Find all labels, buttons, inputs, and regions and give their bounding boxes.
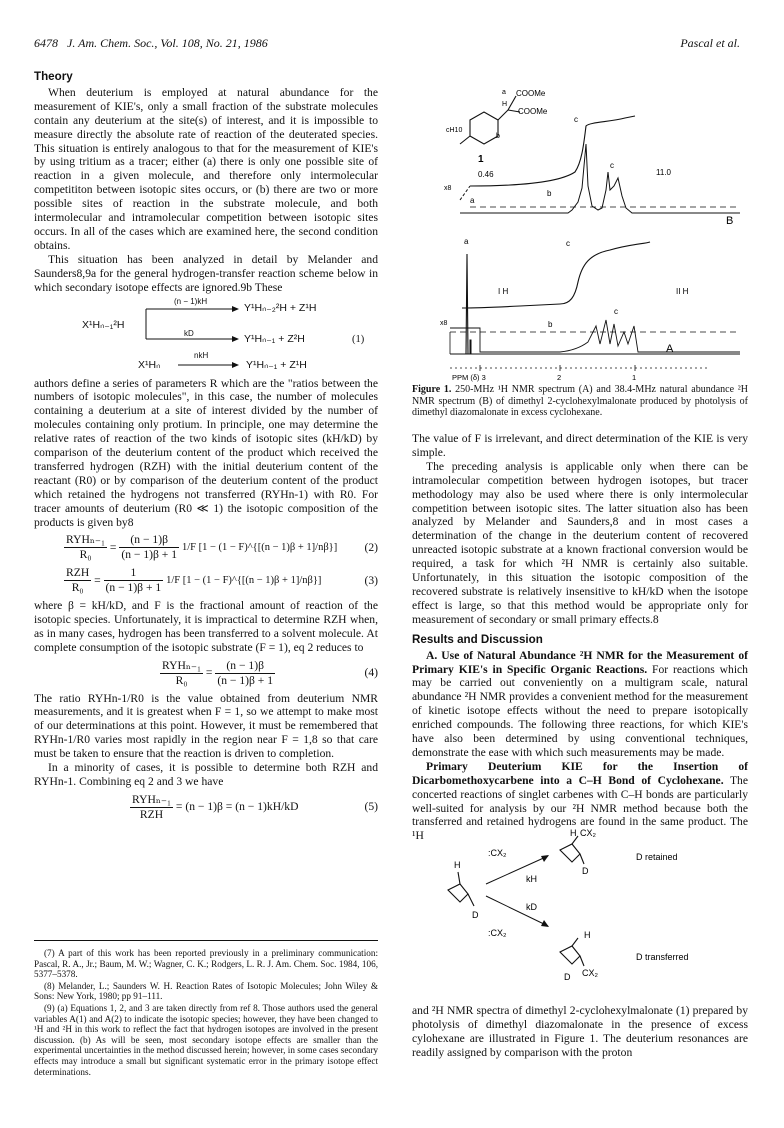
label-D-retained: D retained xyxy=(636,852,678,862)
theory-paragraph-4: where β = kH/kD, and F is the fractional amount of reaction of the isotopic species. Unfortunately, it is impractical to determine RZH when, as in many cases, hydrogen has been transferred to a solvent molecule. At complete consumption of the isotopic substrate (F = 1), eq 2 reduces to xyxy=(34,599,378,654)
equation-2: $\frac{\text{RYHₙ₋₁}}{\text{R₀}}$ = $\frac{(n - 1)\beta}{(n - 1)\beta + 1}$ 1/F [1 − (1 − F)^{[(n − 1)β + 1]/nβ}] (2) xyxy=(66,533,378,562)
prod-top-CX2: CX₂ xyxy=(580,828,596,838)
scheme-reactant: X¹Hₙ₋₁²H xyxy=(82,318,125,331)
eq3-lhs-num: RZH xyxy=(66,566,90,580)
spec-A-label-c-top: c xyxy=(566,239,570,248)
equation-number-5: (5) xyxy=(364,800,378,814)
reaction-scheme-1 xyxy=(34,296,378,375)
scheme-reactant-2: X¹Hₙ xyxy=(138,358,161,371)
scheme-product-bottom: Y¹Hₙ₋₁ + Z²H xyxy=(244,332,305,345)
eq3-lhs-den: R₀ xyxy=(71,581,84,595)
spectrum-A xyxy=(450,242,740,354)
equation-4: $\frac{\text{RYHₙ₋₁}}{\text{R₀}}$ = $\frac{(n - 1)\beta}{(n - 1)\beta + 1}$ (4) xyxy=(162,658,378,687)
scheme-arrow-2 xyxy=(176,357,246,371)
x8-bottom-label: x8 xyxy=(440,320,448,327)
axis-label-ppm: PPM (δ) 3 xyxy=(452,373,486,382)
spec-A-11H-label: II H xyxy=(676,287,689,296)
running-authors: Pascal et al. xyxy=(680,36,740,50)
eq3-rhs-num: 1 xyxy=(104,566,164,581)
axis-tick-1: 1 xyxy=(632,373,637,382)
equation-number-4: (4) xyxy=(364,666,378,680)
footnote-7: (7) A part of this work has been reported previously in a preliminary communication: Pascal, R. A., Jr.; Baum, M. W.; Wagner, C. K.; Rodgers, L. R. J. Am. Chem. Soc. 1984, 106, 5377–5378. xyxy=(34,948,378,980)
reactant-D: D xyxy=(472,910,479,920)
figure-1-caption xyxy=(412,384,748,419)
eq4-lhs-den: R₀ xyxy=(175,673,188,687)
axis-tick-2: 2 xyxy=(557,373,562,382)
eq4-rhs-den: (n − 1)β + 1 xyxy=(217,673,274,687)
eq2-rhs-den: (n − 1)β + 1 xyxy=(121,548,178,562)
section-A-paragraph xyxy=(412,649,748,760)
rate-kH: kH xyxy=(526,874,537,884)
eq3-tail: 1/F [1 − (1 − F)^{[(n − 1)β + 1]/nβ}] xyxy=(166,574,322,586)
spectrum-label-B: B xyxy=(726,215,734,227)
integral-110: 11.0 xyxy=(656,168,671,177)
eq5-rhs: = (n − 1)β = (n − 1)kH/kD xyxy=(175,800,299,814)
footnote-9: (9) (a) Equations 1, 2, and 3 are taken directly from ref 8. Those authors used the general variables A(1) and A(2) to indicate the isotopic species; however, they have been changed to ¹H and ²H in this work to reflect the fact that hydrogen isotopes are involved in the present discussion. (b) As will be seen, most secondary isotope effects are smaller than the experimental uncertainties in the method discussed herein; however, in some cases secondary effects may introduce a small but significant systematic error in the primary isotope effect determinations. xyxy=(34,1002,378,1077)
mol-label-H: H xyxy=(502,101,508,108)
running-header xyxy=(34,36,268,51)
right-paragraph-1: The value of F is irrelevant, and direct determination of the KIE is very simple. xyxy=(412,432,748,459)
scheme-product-top: Y¹Hₙ₋₂²H + Z¹H xyxy=(244,301,317,314)
spec-A-1H-label: I H xyxy=(498,287,509,296)
theory-paragraph-2: This situation has been analyzed in detail by Melander and Saunders8,9a for the general hydrogen-transfer reaction scheme below in which secondary isotope effects are ignored.9b These xyxy=(34,252,378,294)
eq5-lhs-num: RYHₙ₋₁ xyxy=(132,792,172,806)
ppm-axis xyxy=(450,365,710,371)
theory-paragraph-6: In a minority of cases, it is possible to determine both RZH and RYHn-1. Combining eq 2 and 3 we have xyxy=(34,761,378,788)
cyclohexane-reactant xyxy=(448,872,474,906)
spec-B-label-c-top: c xyxy=(574,115,578,124)
page-number: 6478 xyxy=(34,36,58,50)
product-D-transferred xyxy=(560,938,584,966)
eq2-lhs-den: R₀ xyxy=(79,548,92,562)
equation-number-2: (2) xyxy=(364,540,378,554)
subsection-title: Primary Deuterium KIE for the Insertion of Dicarbomethoxycarbene into a C–H Bond of Cyclohexane. xyxy=(412,759,748,787)
eq2-tail: 1/F [1 − (1 − F)^{[(n − 1)β + 1]/nβ}] xyxy=(181,541,338,553)
product-D-retained xyxy=(560,836,584,864)
figure-1-spectra xyxy=(410,82,750,382)
eq2-rhs-num: (n − 1)β xyxy=(119,533,179,548)
figure-1-caption-label: Figure 1. xyxy=(412,384,452,395)
mol-label-cH10: cH10 xyxy=(446,127,463,134)
equation-number-3: (3) xyxy=(364,573,378,587)
right-final-paragraph: and ²H NMR spectra of dimethyl 2-cyclohexylmalonate (1) prepared by photolysis of dimethyl diazomalonate in the presence of excess cylohexane are illustrated in Figure 1. The deuterium resonances are readily assigned by comparison with the proton xyxy=(412,1004,748,1059)
theory-paragraph-3: authors define a series of parameters R which are the "ratios between the numbers of isotopic molecules", in this case, the number of molecules containing a deuterium at a site of interest divided by the number of molecules containing only protium. In principle, one may determine the relative rates of reaction of the two kinds of isotopic sites (kH/kD) by comparison of the deuterium content of the product which received the transferred hydrogen (RZH) with the initial deuterium content of the reactant (R0) or by comparison of the deuterium content of the product which retained the hydrogens not transferred (RYHn-1) with R0. For tracer amounts of deuterium (R0 ≪ 1) the isotopic composition of the products is given by8 xyxy=(34,376,378,529)
spec-B-label-b: b xyxy=(547,189,552,198)
mol-cooMe-2: COOMe xyxy=(518,107,548,116)
right-column xyxy=(412,432,748,843)
right-paragraph-2: The preceding analysis is applicable only when there can be intramolecular competition between hydrogen isotopes, but tracer methodology may also be used where there is only intermolecular competition between isotopic sites. The latter situation also has been analyzed by Melander and Saunders,8 and in most cases a determination of the change in the deuterium content of recovered unreacted isotopic substrate at a known fractional conversion would be required, a task for which ²H NMR is certainly also suitable. Unfortunately, in this situation the isotopic composition of the recovered substrate is relatively insensitive to kH/kD when the isotope effect is large, so that this method would be appropriate only for measurement of secondary or small primary effects.8 xyxy=(412,459,748,626)
figure-1-caption-text: 250-MHz ¹H NMR spectrum (A) and 38.4-MHz natural abundance ²H NMR spectrum (B) of dimethyl 2-cyclohexylmalonate produced by photolysis of dimethyl diazomalonate in excess cyclohexane. xyxy=(412,384,748,419)
spec-A-label-b: b xyxy=(548,320,553,329)
rate-kD: kD xyxy=(526,902,537,912)
scheme-k-2: nkH xyxy=(194,350,209,360)
spec-A-label-a: a xyxy=(464,237,469,246)
eq4-lhs-num: RYHₙ₋₁ xyxy=(162,658,202,672)
scheme-k-bottom: kD xyxy=(184,328,194,338)
mol-label-a: a xyxy=(502,89,506,96)
subsection-text: The concerted reactions of singlet carbenes with C–H bonds are particularly well-suited for analysis by our ²H NMR method because both the transferred and retained hydrogens are found in the same product. The ¹H xyxy=(412,773,748,843)
equation-number-1: (1) xyxy=(352,333,365,345)
right-column-end xyxy=(412,1004,748,1060)
theory-heading: Theory xyxy=(34,70,73,83)
mol-label-b: b xyxy=(496,133,500,140)
left-column xyxy=(34,70,378,826)
integral-046: 0.46 xyxy=(478,170,494,179)
results-heading: Results and Discussion xyxy=(412,632,543,646)
equation-3: $\frac{\text{RZH}}{\text{R₀}}$ = $\frac{1}{(n - 1)\beta + 1}$ 1/F [1 − (1 − F)^{[(n − 1)β + 1]/nβ}] (3) xyxy=(66,566,378,595)
spec-A-label-c: c xyxy=(614,307,618,316)
mol-number: 1 xyxy=(478,154,484,165)
carbene-insertion-scheme xyxy=(430,828,750,984)
mol-cooMe-1: COOMe xyxy=(516,89,546,98)
eq4-rhs-num: (n − 1)β xyxy=(215,659,275,674)
reagent-bottom: :CX₂ xyxy=(488,928,507,938)
prod-bottom-CX2: CX₂ xyxy=(582,968,598,978)
spec-B-label-c: c xyxy=(610,161,614,170)
spec-B-label-a: a xyxy=(470,196,475,205)
molecule-1-structure xyxy=(460,96,520,144)
reactant-H: H xyxy=(454,860,461,870)
footnotes xyxy=(34,948,378,1078)
prod-bottom-D: D xyxy=(564,972,571,982)
scheme-product-2: Y¹Hₙ₋₁ + Z¹H xyxy=(246,358,307,371)
spectrum-label-A: A xyxy=(666,343,674,355)
reagent-top: :CX₂ xyxy=(488,848,507,858)
eq3-rhs-den: (n − 1)β + 1 xyxy=(105,581,162,595)
eq2-lhs-num: RYHₙ₋₁ xyxy=(66,533,106,547)
footnote-8: (8) Melander, L.; Saunders W. H. Reaction Rates of Isotopic Molecules; John Wiley & Sons: New York, 1980; pp 91–111. xyxy=(34,980,378,1002)
equation-5 xyxy=(130,793,378,822)
prod-bottom-H: H xyxy=(584,930,591,940)
prod-top-D: D xyxy=(582,866,589,876)
eq5-lhs-den: RZH xyxy=(139,807,164,821)
theory-paragraph-1: When deuterium is employed at natural abundance for the measurement of KIE's, only a small fraction of the substrate molecules contain any deuterium at the site(s) of interest, and it is impossible to measure directly the absolute rate of reaction of the deuterated species. This situation is entirely analogous to that for the measurement of KIE's by using tritium as a tracer; either (a) there is only one possible site of reaction in a given molecule, and therefore only intermolecular competititon between isotopic sites occurs, or (b) there are two or more possible sites of reaction in the substrate molecule, and both intermolecular and intramolecular competition between isotopic sites occurs. In all of the cases which are examined here, the second condition obtains. xyxy=(34,85,378,252)
scheme-k-top: (n − 1)kH xyxy=(174,296,208,306)
section-A-title: A. Use of Natural Abundance ²H NMR for the Measurement of Primary KIE's in Specific Organic Reactions. xyxy=(412,648,748,676)
section-A-text: For reactions which may be carried out conveniently on a multigram scale, natural abundance ²H NMR provides a convenient method for the measurement of kinetic isotope effects without the need to prepare isotopically enriched compounds. The following three reactions, for which KIE's have also been determined by using conventional techniques, demonstrate the ease with which such measurements may be made. xyxy=(412,662,748,759)
theory-paragraph-5: The ratio RYHn-1/R0 is the value obtained from deuterium NMR measurements, and it is greatest when F = 1, so we attempt to make most of our determinations at this point. However, it must be remembered that RYHn-1/R0 varies most rapidly in the region near F = 1,8 so that care must be taken to ensure that the reaction is driven to completion. xyxy=(34,691,378,761)
x8-top-label: x8 xyxy=(444,185,452,192)
spectrum-B xyxy=(460,116,740,213)
label-D-transferred: D transferred xyxy=(636,952,689,962)
prod-top-H: H xyxy=(570,828,577,838)
journal-citation: J. Am. Chem. Soc., Vol. 108, No. 21, 1986 xyxy=(67,36,268,50)
footnote-rule xyxy=(34,940,378,941)
